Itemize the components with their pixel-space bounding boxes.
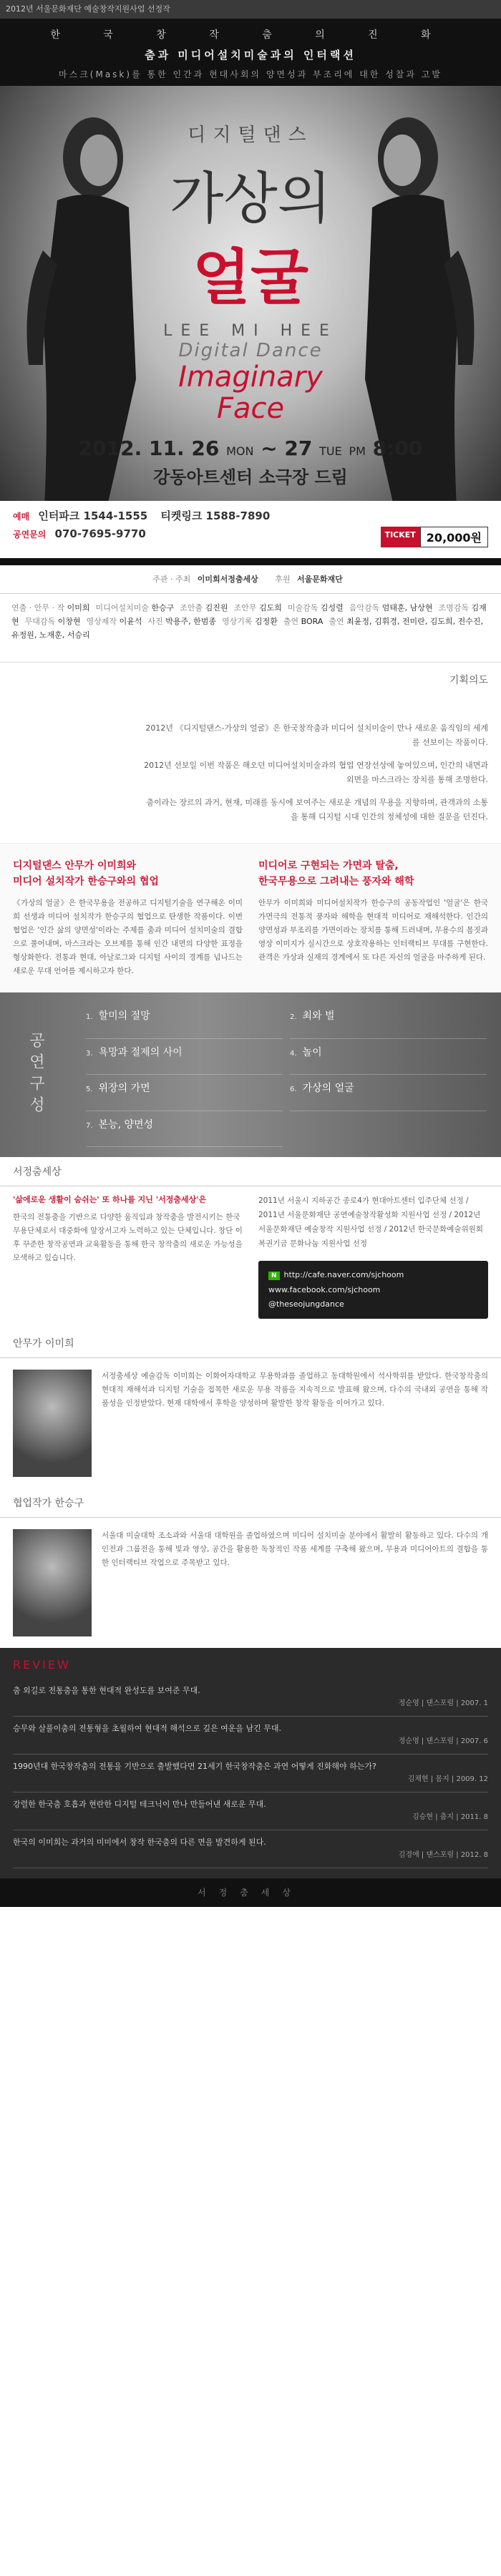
- date-block: [0, 436, 501, 488]
- poster: [0, 0, 501, 716]
- credit-name: 엄태훈, 남상현: [381, 603, 433, 613]
- composition-item: 7. 본능, 양면성: [86, 1111, 283, 1148]
- person2-section: [0, 1488, 501, 1648]
- planning-body: 2012년 《디지털댄스-가상의 얼굴》은 한국창작춤과 미디어 설치미술이 만나 새로운 움직임의 세계를 선보이는 작품이다. 2012년 선보일 이번 작품은 해오던 미디어설치미술과의 협업 연장선상에 놓여있으며, 인간의 내면과 외면을 마스크라는 장치를 통해 조명한다. 춤이라는 장르의 과거, 현재, 미래를 동시에 보여주는 새로운 개념의 무용을 지향하며, 관객과의 소통을 통해 디지털 시대 인간의 정체성에 대한 질문을 던진다.: [144, 723, 488, 821]
- org-lead: '삶에로운 생활이 숨쉬는' 또 하나를 지닌 '서정춤세상'은: [13, 1195, 207, 1204]
- credit-role: 미디어설치미술: [95, 603, 149, 613]
- footer: 서정춤세상: [0, 1878, 501, 1907]
- collab-left-title: 디지털댄스 안무가 이미희와 미디어 설치작가 한승구와의 협업: [13, 860, 159, 887]
- credit-role: 연출 · 안무 · 작: [11, 603, 65, 613]
- review-heading: REVIEW: [13, 1658, 71, 1672]
- person2-heading: 협업작가 한승구: [0, 1488, 501, 1518]
- social-links: [258, 1261, 488, 1319]
- review-item: 1990년대 한국창작춤의 전통을 기반으로 출발했다면 21세기 한국창작춤은 과연 어떻게 진화해야 하는가? 김채현 | 몸지 | 2009. 12: [13, 1755, 488, 1792]
- top-banner: 2012년 서울문화재단 예술창작지원사업 선정작: [0, 0, 501, 19]
- person2-body: 서울대 미술대학 조소과와 서울대 대학원을 졸업하였으며 미디어 설치미술 분야에서 활발히 활동하고 있다. 다수의 개인전과 그룹전을 통해 빛과 영상, 공간을 활용한 독창적인 작품 세계를 구축해 왔으며, 무용과 미디어아트의 결합을 통한 인터랙티브 작업으로 주목받고 있다.: [102, 1531, 488, 1567]
- org-history: 2011년 서울시 지하공간 종로4가 현대아트센터 입주단체 선정 / 2011년 서울문화재단 공연예술창작활성화 지원사업 선정 / 2012년 서울문화재단 예술창작 지원사업 선정 / 2012년 한국문화예술위원회 복권기금 문화나눔 지원사업 선정: [258, 1196, 484, 1248]
- credit-role: 조안출: [180, 603, 203, 613]
- org-heading: 서정춤세상: [0, 1157, 501, 1186]
- credit-name: 박용주, 한범종: [165, 617, 216, 626]
- composition-label: 공연구성: [26, 1032, 45, 1118]
- composition-item: 5. 위장의 가면: [86, 1075, 283, 1111]
- ticket-info: [0, 501, 501, 558]
- planning-heading: 기획의도: [449, 675, 488, 686]
- credit-name: BORA: [301, 617, 324, 626]
- person1-body: 서정춤세상 예술감독 이미희는 이화여자대학교 무용학과를 졸업하고 동대학원에서 석사학위를 받았다. 한국창작춤의 현대적 재해석과 디지털 기술을 접목한 새로운 무용 작품을 지속적으로 발표해 왔으며, 다수의 국내외 공연을 통해 작품성을 인정받았다. 현재 대학에서 후학을 양성하며 활발한 창작 활동을 이어가고 있다.: [102, 1372, 488, 1407]
- header-line-3: 마스크(Mask)를 통한 인간과 현대사회의 양면성과 부조리에 대한 성찰과 고발: [59, 69, 442, 79]
- review-item: 한국의 이미희는 과거의 미미에서 창작 한국춤의 다른 면을 발견하게 된다. 김경애 | 댄스포럼 | 2012. 8: [13, 1830, 488, 1868]
- person1-photo: [13, 1370, 92, 1477]
- planning-section: [0, 716, 501, 843]
- person1-heading: 안무가 이미희: [0, 1329, 501, 1358]
- review-section: [0, 1648, 501, 1878]
- credit-role: 무대감독: [24, 617, 56, 626]
- credit-role: 조명감독: [438, 603, 470, 613]
- reserve-row: 예매 인터파크 1544-1555 티켓링크 1588-7890: [13, 509, 271, 522]
- venue: 강동아트센터 소극장 드림: [153, 467, 348, 487]
- org-body: 한국의 전통춤을 기반으로 다양한 움직임과 창작춤을 발전시키는 한국무용단체로서 대중화에 앞장서고자 노력하고 있는 단체입니다. 창단 이후 꾸준한 창작공연과 교육활동을 통해 한국 창작춤의 새로운 가능성을 모색하고 있습니다.: [13, 1213, 243, 1262]
- credit-name: 김도희: [258, 603, 282, 613]
- org-section: [0, 1157, 501, 1329]
- credit-role: 영상제작: [86, 617, 117, 626]
- header-lines: [0, 21, 501, 80]
- person1-section: [0, 1329, 501, 1488]
- title-block: [0, 120, 501, 424]
- composition-item: 1. 할미의 절망: [86, 1002, 283, 1039]
- sponsor-bar: 주관 · 주최 이미희서정춤세상 후원 서울문화재단: [0, 565, 501, 594]
- credit-role: 출연: [329, 617, 344, 626]
- title-en-name: LEE MI HEE: [163, 322, 338, 340]
- title-en-sub: Digital Dance: [178, 340, 323, 361]
- ticket-price: TICKET 20,000원: [381, 527, 488, 547]
- naver-icon: N: [268, 1272, 280, 1280]
- credit-role: 조안무: [233, 603, 257, 613]
- review-item: 승무와 살풀이춤의 전통형을 초월하여 현대적 해석으로 깊은 여운을 남긴 무대. 정순영 | 댄스포럼 | 2007. 6: [13, 1717, 488, 1755]
- composition-item: 3. 욕망과 절제의 사이: [86, 1039, 283, 1075]
- credit-name: 한승구: [151, 603, 175, 613]
- credit-role: 영상기록: [221, 617, 253, 626]
- review-item: 강렬한 한국춤 호흡과 현란한 디지털 테크닉이 만나 만들어낸 새로운 무대. 김승현 | 춤지 | 2011. 8: [13, 1792, 488, 1830]
- credit-role: 음악감독: [349, 603, 380, 613]
- credit-role: 미술감독: [287, 603, 318, 613]
- review-list: [13, 1679, 488, 1868]
- review-item: 춤 외길로 전통춤을 통한 현대적 완성도를 보여준 무대. 정순영 | 댄스포럼 | 2007. 1: [13, 1679, 488, 1717]
- header-line-1: 한 국 창 작 춤 의 진 화: [50, 29, 451, 41]
- date-line: 2012. 11. 26 MON ~ 27 TUE PM 8:00: [78, 436, 423, 460]
- credit-name: 김정환: [254, 617, 278, 626]
- credit-name: 김재현: [11, 603, 487, 626]
- credit-name: 이윤석: [119, 617, 142, 626]
- composition: [0, 992, 501, 1157]
- title-subtitle: 디지털댄스: [188, 125, 313, 146]
- collab-columns: [0, 843, 501, 992]
- credit-name: 김진원: [205, 603, 228, 613]
- header-line-2: 춤과 미디어설치미술과의 인터랙션: [145, 49, 356, 62]
- cafe-link[interactable]: http://cafe.naver.com/sjchoom: [283, 1270, 404, 1279]
- composition-item: 2. 최와 벌: [290, 1002, 487, 1039]
- composition-list: [72, 992, 501, 1157]
- credit-role: 사진: [147, 617, 163, 626]
- title-main-2: 얼굴: [192, 243, 309, 313]
- collab-right-title: 미디어로 구현되는 가면과 탈춤, 한국무용으로 그려내는 풍자와 해학: [258, 860, 414, 887]
- facebook-link[interactable]: www.facebook.com/sjchoom: [268, 1285, 381, 1294]
- person2-photo: [13, 1529, 92, 1636]
- composition-item: 6. 가상의 얼굴: [290, 1075, 487, 1111]
- collab-right: 미디어로 구현되는 가면과 탈춤, 한국무용으로 그려내는 풍자와 해학 안무가 이미희와 미디어설치작가 한승구의 공동작업인 '얼굴'은 한국 가면극의 전통적 풍자와 해학을 현대적 미디어로 재해석한다. 인간의 양면성과 부조리를 가면이라는 장치를 통해 드러내며, 무용수의 몸짓과 영상 이미지가 실시간으로 상호작용하는 인터랙티브 무대를 구현한다. 관객은 가상과 실재의 경계에서 또 다른 자신의 얼굴을 마주하게 된다.: [258, 858, 488, 978]
- planning-spacer: [0, 663, 501, 716]
- composition-item: 4. 놀이: [290, 1039, 487, 1075]
- credit-name: 김성렬: [320, 603, 344, 613]
- credit-role: 출연: [283, 617, 299, 626]
- title-main: 가상의: [169, 167, 332, 231]
- contact-row: 공연문의 070-7695-9770: [13, 527, 146, 540]
- title-en-2: Face: [216, 392, 285, 425]
- credit-name: 최윤정, 김휘경, 전미란, 김도희, 전수진, 유정원, 노재훈, 서승리: [11, 617, 483, 640]
- title-en-1: Imaginary: [178, 361, 323, 394]
- twitter-link[interactable]: @theseojungdance: [268, 1299, 344, 1309]
- credit-name: 이미희: [67, 603, 90, 613]
- collab-left: 디지털댄스 안무가 이미희와 미디어 설치작가 한승구와의 협업 《가상의 얼굴》은 한국무용을 전공하고 디지털기술을 연구해온 이미희 선생과 미디어 설치작가 한승구의 협업으로 탄생한 작품이다. 이번 협업은 '인간 삶의 양면성'이라는 주제를 춤과 미디어 설치미술의 결합으로 풀어내며, 마스크라는 오브제를 통해 인간 내면의 다양한 표정을 형상화한다. 전통과 현대, 아날로그와 디지털 사이의 경계를 넘나드는 새로운 무대 언어를 제시하고자 한다.: [13, 858, 243, 978]
- credit-name: 이창현: [57, 617, 81, 626]
- credits: [0, 594, 501, 663]
